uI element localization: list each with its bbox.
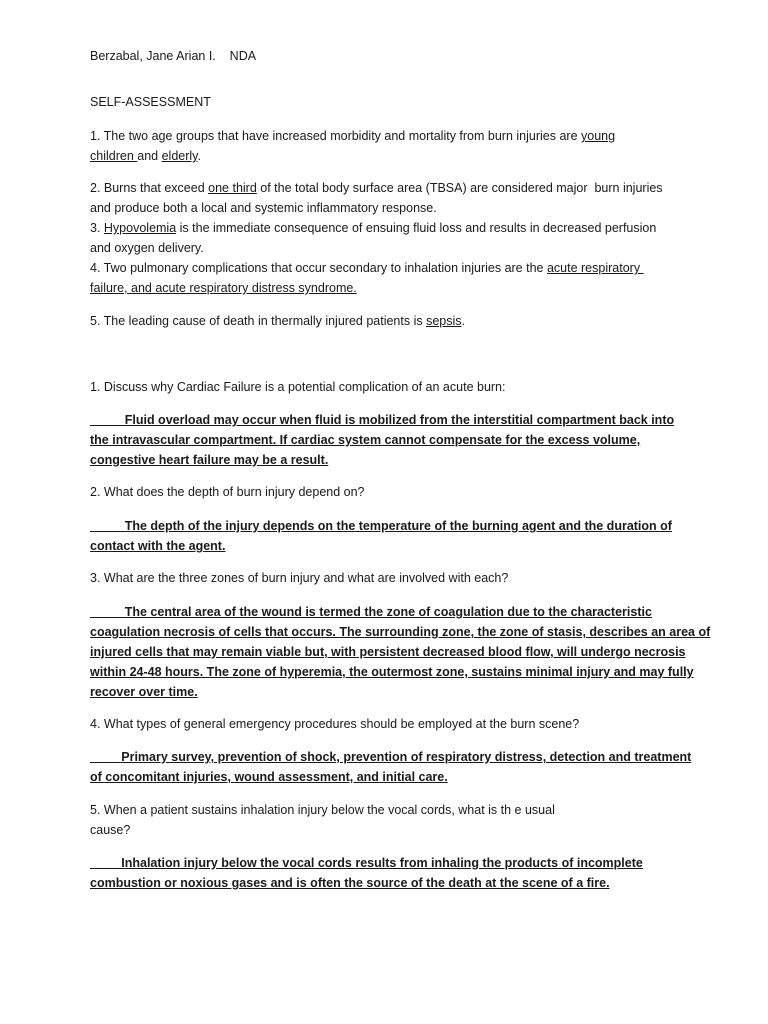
sa-q3-answer: Hypovolemia (103, 221, 177, 235)
discussion-answer-2-line-2: contact with the agent. (90, 539, 226, 553)
discussion-answer-2-line-1: The depth of the injury depends on the temperature of the burning agent and the duration of (90, 519, 672, 533)
sa-q2-answer: one third (208, 181, 257, 195)
sa-question-2 (90, 178, 663, 198)
discussion-question-4: 4. What types of general emergency procedures should be employed at the burn scene? (90, 717, 580, 731)
sa-q2-prefix: 2. Burns that exceed (90, 181, 209, 195)
sa-q1-answer-children: children (90, 149, 138, 163)
sa-question-4-cont (90, 278, 357, 298)
sa-q1-answer-young: young (581, 129, 616, 143)
sa-question-1 (90, 126, 615, 146)
discussion-answer-5-line-2: combustion or noxious gases and is often the source of the death at the scene of a fire. (90, 876, 610, 890)
discussion-answer-3-line-5: recover over time. (90, 685, 198, 699)
discussion-answer-3-line-4: within 24-48 hours. The zone of hyperemia, the outermost zone, sustains minimal injury and may fully (90, 665, 694, 679)
sa-q4-answer-part2: failure, and acute respiratory distress syndrome. (90, 281, 357, 295)
discussion-answer-3-line-2: coagulation necrosis of cells that occurs. The surrounding zone, the zone of stasis, describes an area of (90, 625, 711, 639)
sa-q1-suffix: . (197, 149, 201, 163)
discussion-answer-3-line-1: The central area of the wound is termed the zone of coagulation due to the characteristic (90, 605, 652, 619)
sa-q5-prefix: 5. The leading cause of death in thermally injured patients is (90, 314, 427, 328)
discussion-answer-4-line-2: of concomitant injuries, wound assessment, and initial care. (90, 770, 448, 784)
discussion-answer-4-line-1: Primary survey, prevention of shock, prevention of respiratory distress, detection and treatment (90, 750, 692, 764)
sa-q3-prefix: 3. (90, 221, 104, 235)
sa-question-5 (90, 311, 465, 331)
section-title: SELF-ASSESSMENT (90, 95, 211, 109)
sa-q5-answer: sepsis (426, 314, 462, 328)
discussion-question-2: 2. What does the depth of burn injury depend on? (90, 485, 365, 499)
sa-q2-suffix: of the total body surface area (TBSA) are considered major burn injuries (256, 181, 663, 195)
discussion-answer-1-line-3: congestive heart failure may be a result. (90, 453, 329, 467)
discussion-question-1: 1. Discuss why Cardiac Failure is a potential complication of an acute burn: (90, 380, 506, 394)
discussion-answer-5-line-1: Inhalation injury below the vocal cords results from inhaling the products of incomplete (90, 856, 643, 870)
discussion-answer-3-line-3: injured cells that may remain viable but, with persistent decreased blood flow, will undergo necrosis (90, 645, 686, 659)
discussion-question-5-line-1: 5. When a patient sustains inhalation injury below the vocal cords, what is th e usual (90, 803, 555, 817)
sa-q5-suffix: . (461, 314, 466, 328)
sa-q1-mid: and (137, 149, 162, 163)
discussion-question-3: 3. What are the three zones of burn injury and what are involved with each? (90, 571, 509, 585)
student-name-line: Berzabal, Jane Arian I. NDA (90, 49, 257, 63)
sa-question-1-cont (90, 146, 201, 166)
sa-q4-prefix: 4. Two pulmonary complications that occur secondary to inhalation injuries are the (90, 261, 547, 275)
discussion-question-5-line-2: cause? (90, 823, 131, 837)
discussion-answer-1-line-1: Fluid overload may occur when fluid is mobilized from the interstitial compartment back into (90, 413, 675, 427)
sa-question-3-cont: and oxygen delivery. (90, 241, 204, 255)
sa-question-3 (90, 218, 656, 238)
sa-q1-answer-elderly: elderly (161, 149, 198, 163)
discussion-answer-1-line-2: the intravascular compartment. If cardiac system cannot compensate for the excess volume, (90, 433, 641, 447)
sa-question-4 (90, 258, 644, 278)
sa-q1-prefix: 1. The two age groups that have increased morbidity and mortality from burn injuries are (90, 129, 581, 143)
sa-question-2-cont: and produce both a local and systemic inflammatory response. (90, 201, 437, 215)
sa-q3-suffix: is the immediate consequence of ensuing fluid loss and results in decreased perfusion (176, 221, 657, 235)
sa-q4-answer-part1: acute respiratory (546, 261, 644, 275)
